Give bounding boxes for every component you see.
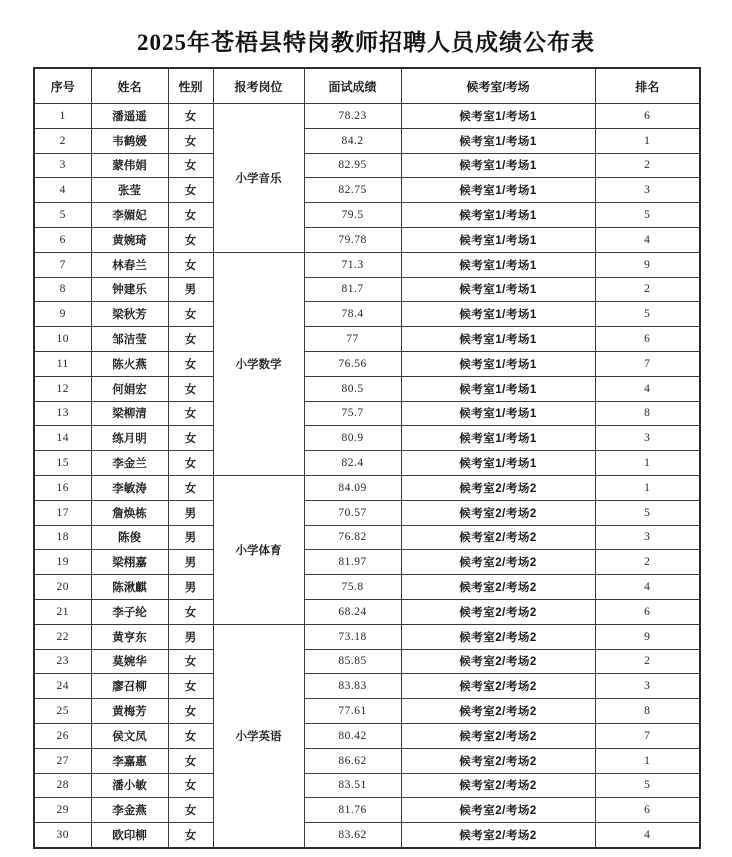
interview-score-cell: 85.85: [304, 649, 401, 674]
rank-cell: 6: [595, 599, 700, 624]
row-number-cell: 19: [34, 550, 91, 575]
interview-score-cell: 76.82: [304, 525, 401, 550]
exam-room-cell: 候考室1/考场1: [401, 178, 595, 203]
row-number-cell: 25: [34, 699, 91, 724]
interview-score-cell: 80.42: [304, 723, 401, 748]
name-cell: 梁栩嘉: [91, 550, 168, 575]
rank-cell: 6: [595, 798, 700, 823]
table-row: [34, 798, 700, 823]
exam-room-cell: 候考室2/考场2: [401, 823, 595, 848]
table-row: [34, 674, 700, 699]
table-row: [34, 252, 700, 277]
rank-cell: 8: [595, 401, 700, 426]
name-cell: 李金兰: [91, 451, 168, 476]
row-number-cell: 8: [34, 277, 91, 302]
row-number-cell: 22: [34, 624, 91, 649]
row-number-cell: 18: [34, 525, 91, 550]
rank-cell: 2: [595, 550, 700, 575]
table-row: [34, 699, 700, 724]
rank-cell: 4: [595, 227, 700, 252]
table-body: [34, 104, 700, 848]
name-cell: 陈俊: [91, 525, 168, 550]
gender-cell: 女: [168, 451, 213, 476]
exam-room-cell: 候考室1/考场1: [401, 302, 595, 327]
row-number-cell: 27: [34, 748, 91, 773]
row-number-cell: 11: [34, 351, 91, 376]
row-number-cell: 3: [34, 153, 91, 178]
name-cell: 李金燕: [91, 798, 168, 823]
interview-score-cell: 78.4: [304, 302, 401, 327]
row-number-cell: 14: [34, 426, 91, 451]
table-row: [34, 599, 700, 624]
gender-cell: 男: [168, 277, 213, 302]
gender-cell: 女: [168, 674, 213, 699]
name-cell: 蒙伟娟: [91, 153, 168, 178]
name-cell: 黄亨东: [91, 624, 168, 649]
table-row: [34, 649, 700, 674]
gender-cell: 女: [168, 699, 213, 724]
table-row: [34, 723, 700, 748]
gender-cell: 女: [168, 773, 213, 798]
name-cell: 邹洁莹: [91, 327, 168, 352]
name-cell: 侯文凤: [91, 723, 168, 748]
name-cell: 韦鹤媛: [91, 128, 168, 153]
exam-room-cell: 候考室1/考场1: [401, 351, 595, 376]
rank-cell: 5: [595, 500, 700, 525]
gender-cell: 女: [168, 401, 213, 426]
row-number-cell: 15: [34, 451, 91, 476]
interview-score-cell: 82.75: [304, 178, 401, 203]
name-cell: 欧印柳: [91, 823, 168, 848]
table-row: [34, 178, 700, 203]
interview-score-cell: 81.7: [304, 277, 401, 302]
interview-score-cell: 80.5: [304, 376, 401, 401]
position-cell: 小学体育: [213, 475, 304, 624]
table-row: [34, 203, 700, 228]
gender-cell: 女: [168, 823, 213, 848]
col-header-no: 序号: [34, 68, 91, 104]
gender-cell: 女: [168, 649, 213, 674]
rank-cell: 4: [595, 376, 700, 401]
name-cell: 钟建乐: [91, 277, 168, 302]
score-table: [33, 67, 701, 849]
rank-cell: 4: [595, 575, 700, 600]
name-cell: 梁柳清: [91, 401, 168, 426]
row-number-cell: 1: [34, 104, 91, 129]
interview-score-cell: 70.57: [304, 500, 401, 525]
interview-score-cell: 71.3: [304, 252, 401, 277]
gender-cell: 女: [168, 426, 213, 451]
row-number-cell: 12: [34, 376, 91, 401]
exam-room-cell: 候考室2/考场2: [401, 798, 595, 823]
gender-cell: 男: [168, 550, 213, 575]
gender-cell: 女: [168, 227, 213, 252]
gender-cell: 女: [168, 748, 213, 773]
rank-cell: 5: [595, 773, 700, 798]
interview-score-cell: 81.97: [304, 550, 401, 575]
interview-score-cell: 80.9: [304, 426, 401, 451]
row-number-cell: 2: [34, 128, 91, 153]
col-header-rank: 排名: [595, 68, 700, 104]
table-row: [34, 823, 700, 848]
rank-cell: 5: [595, 203, 700, 228]
row-number-cell: 7: [34, 252, 91, 277]
table-row: [34, 624, 700, 649]
row-number-cell: 26: [34, 723, 91, 748]
table-row: [34, 451, 700, 476]
table-row: [34, 227, 700, 252]
row-number-cell: 28: [34, 773, 91, 798]
exam-room-cell: 候考室2/考场2: [401, 699, 595, 724]
interview-score-cell: 86.62: [304, 748, 401, 773]
position-cell: 小学音乐: [213, 104, 304, 253]
rank-cell: 2: [595, 153, 700, 178]
exam-room-cell: 候考室2/考场2: [401, 550, 595, 575]
row-number-cell: 5: [34, 203, 91, 228]
interview-score-cell: 77.61: [304, 699, 401, 724]
name-cell: 潘遥遥: [91, 104, 168, 129]
rank-cell: 6: [595, 104, 700, 129]
rank-cell: 7: [595, 351, 700, 376]
interview-score-cell: 82.4: [304, 451, 401, 476]
col-header-room: 候考室/考场: [401, 68, 595, 104]
col-header-score: 面试成绩: [304, 68, 401, 104]
exam-room-cell: 候考室2/考场2: [401, 599, 595, 624]
exam-room-cell: 候考室2/考场2: [401, 624, 595, 649]
gender-cell: 女: [168, 128, 213, 153]
rank-cell: 3: [595, 525, 700, 550]
rank-cell: 7: [595, 723, 700, 748]
interview-score-cell: 81.76: [304, 798, 401, 823]
row-number-cell: 23: [34, 649, 91, 674]
name-cell: 廖召柳: [91, 674, 168, 699]
table-row: [34, 327, 700, 352]
row-number-cell: 13: [34, 401, 91, 426]
interview-score-cell: 79.78: [304, 227, 401, 252]
interview-score-cell: 77: [304, 327, 401, 352]
name-cell: 黄婉琦: [91, 227, 168, 252]
exam-room-cell: 候考室2/考场2: [401, 475, 595, 500]
name-cell: 詹焕栋: [91, 500, 168, 525]
exam-room-cell: 候考室2/考场2: [401, 748, 595, 773]
interview-score-cell: 83.51: [304, 773, 401, 798]
exam-room-cell: 候考室2/考场2: [401, 649, 595, 674]
exam-room-cell: 候考室2/考场2: [401, 575, 595, 600]
rank-cell: 6: [595, 327, 700, 352]
gender-cell: 女: [168, 252, 213, 277]
gender-cell: 女: [168, 723, 213, 748]
rank-cell: 4: [595, 823, 700, 848]
interview-score-cell: 75.8: [304, 575, 401, 600]
rank-cell: 1: [595, 451, 700, 476]
interview-score-cell: 84.09: [304, 475, 401, 500]
interview-score-cell: 73.18: [304, 624, 401, 649]
rank-cell: 9: [595, 624, 700, 649]
name-cell: 李嘉惠: [91, 748, 168, 773]
gender-cell: 女: [168, 327, 213, 352]
name-cell: 张莹: [91, 178, 168, 203]
rank-cell: 9: [595, 252, 700, 277]
table-row: [34, 575, 700, 600]
name-cell: 李子纶: [91, 599, 168, 624]
table-row: [34, 475, 700, 500]
row-number-cell: 6: [34, 227, 91, 252]
exam-room-cell: 候考室2/考场2: [401, 500, 595, 525]
gender-cell: 女: [168, 599, 213, 624]
row-number-cell: 30: [34, 823, 91, 848]
col-header-name: 姓名: [91, 68, 168, 104]
row-number-cell: 16: [34, 475, 91, 500]
exam-room-cell: 候考室1/考场1: [401, 104, 595, 129]
name-cell: 莫婉华: [91, 649, 168, 674]
interview-score-cell: 83.62: [304, 823, 401, 848]
name-cell: 陈湫麒: [91, 575, 168, 600]
exam-room-cell: 候考室1/考场1: [401, 128, 595, 153]
exam-room-cell: 候考室1/考场1: [401, 376, 595, 401]
page-title: 2025年苍梧县特岗教师招聘人员成绩公布表: [137, 30, 595, 55]
row-number-cell: 29: [34, 798, 91, 823]
col-header-position: 报考岗位: [213, 68, 304, 104]
name-cell: 何娟宏: [91, 376, 168, 401]
table-row: [34, 302, 700, 327]
rank-cell: 8: [595, 699, 700, 724]
row-number-cell: 21: [34, 599, 91, 624]
table-row: [34, 525, 700, 550]
name-cell: 练月明: [91, 426, 168, 451]
gender-cell: 女: [168, 475, 213, 500]
interview-score-cell: 84.2: [304, 128, 401, 153]
name-cell: 李媚妃: [91, 203, 168, 228]
gender-cell: 男: [168, 525, 213, 550]
position-cell: 小学英语: [213, 624, 304, 848]
gender-cell: 女: [168, 302, 213, 327]
name-cell: 潘小敏: [91, 773, 168, 798]
rank-cell: 1: [595, 475, 700, 500]
gender-cell: 女: [168, 351, 213, 376]
name-cell: 梁秋芳: [91, 302, 168, 327]
gender-cell: 男: [168, 624, 213, 649]
interview-score-cell: 76.56: [304, 351, 401, 376]
interview-score-cell: 75.7: [304, 401, 401, 426]
name-cell: 李敏涛: [91, 475, 168, 500]
table-row: [34, 426, 700, 451]
row-number-cell: 4: [34, 178, 91, 203]
exam-room-cell: 候考室1/考场1: [401, 451, 595, 476]
name-cell: 林春兰: [91, 252, 168, 277]
table-row: [34, 104, 700, 129]
gender-cell: 女: [168, 104, 213, 129]
gender-cell: 女: [168, 203, 213, 228]
exam-room-cell: 候考室2/考场2: [401, 773, 595, 798]
rank-cell: 1: [595, 128, 700, 153]
row-number-cell: 17: [34, 500, 91, 525]
table-row: [34, 401, 700, 426]
row-number-cell: 9: [34, 302, 91, 327]
table-row: [34, 748, 700, 773]
table-row: [34, 153, 700, 178]
rank-cell: 3: [595, 674, 700, 699]
row-number-cell: 10: [34, 327, 91, 352]
gender-cell: 女: [168, 798, 213, 823]
rank-cell: 5: [595, 302, 700, 327]
rank-cell: 1: [595, 748, 700, 773]
exam-room-cell: 候考室2/考场2: [401, 525, 595, 550]
name-cell: 陈火燕: [91, 351, 168, 376]
rank-cell: 3: [595, 178, 700, 203]
exam-room-cell: 候考室2/考场2: [401, 723, 595, 748]
col-header-gender: 性别: [168, 68, 213, 104]
table-row: [34, 351, 700, 376]
table-row: [34, 128, 700, 153]
exam-room-cell: 候考室1/考场1: [401, 203, 595, 228]
table-row: [34, 277, 700, 302]
exam-room-cell: 候考室1/考场1: [401, 252, 595, 277]
rank-cell: 2: [595, 277, 700, 302]
gender-cell: 女: [168, 153, 213, 178]
rank-cell: 2: [595, 649, 700, 674]
exam-room-cell: 候考室1/考场1: [401, 426, 595, 451]
interview-score-cell: 79.5: [304, 203, 401, 228]
exam-room-cell: 候考室1/考场1: [401, 277, 595, 302]
name-cell: 黄梅芳: [91, 699, 168, 724]
interview-score-cell: 82.95: [304, 153, 401, 178]
interview-score-cell: 68.24: [304, 599, 401, 624]
interview-score-cell: 78.23: [304, 104, 401, 129]
row-number-cell: 24: [34, 674, 91, 699]
gender-cell: 女: [168, 178, 213, 203]
exam-room-cell: 候考室1/考场1: [401, 401, 595, 426]
table-row: [34, 376, 700, 401]
interview-score-cell: 83.83: [304, 674, 401, 699]
exam-room-cell: 候考室1/考场1: [401, 227, 595, 252]
header-row: [34, 68, 700, 104]
exam-room-cell: 候考室2/考场2: [401, 674, 595, 699]
exam-room-cell: 候考室1/考场1: [401, 327, 595, 352]
gender-cell: 男: [168, 500, 213, 525]
rank-cell: 3: [595, 426, 700, 451]
gender-cell: 男: [168, 575, 213, 600]
position-cell: 小学数学: [213, 252, 304, 475]
exam-room-cell: 候考室1/考场1: [401, 153, 595, 178]
gender-cell: 女: [168, 376, 213, 401]
row-number-cell: 20: [34, 575, 91, 600]
table-row: [34, 773, 700, 798]
table-row: [34, 550, 700, 575]
table-row: [34, 500, 700, 525]
